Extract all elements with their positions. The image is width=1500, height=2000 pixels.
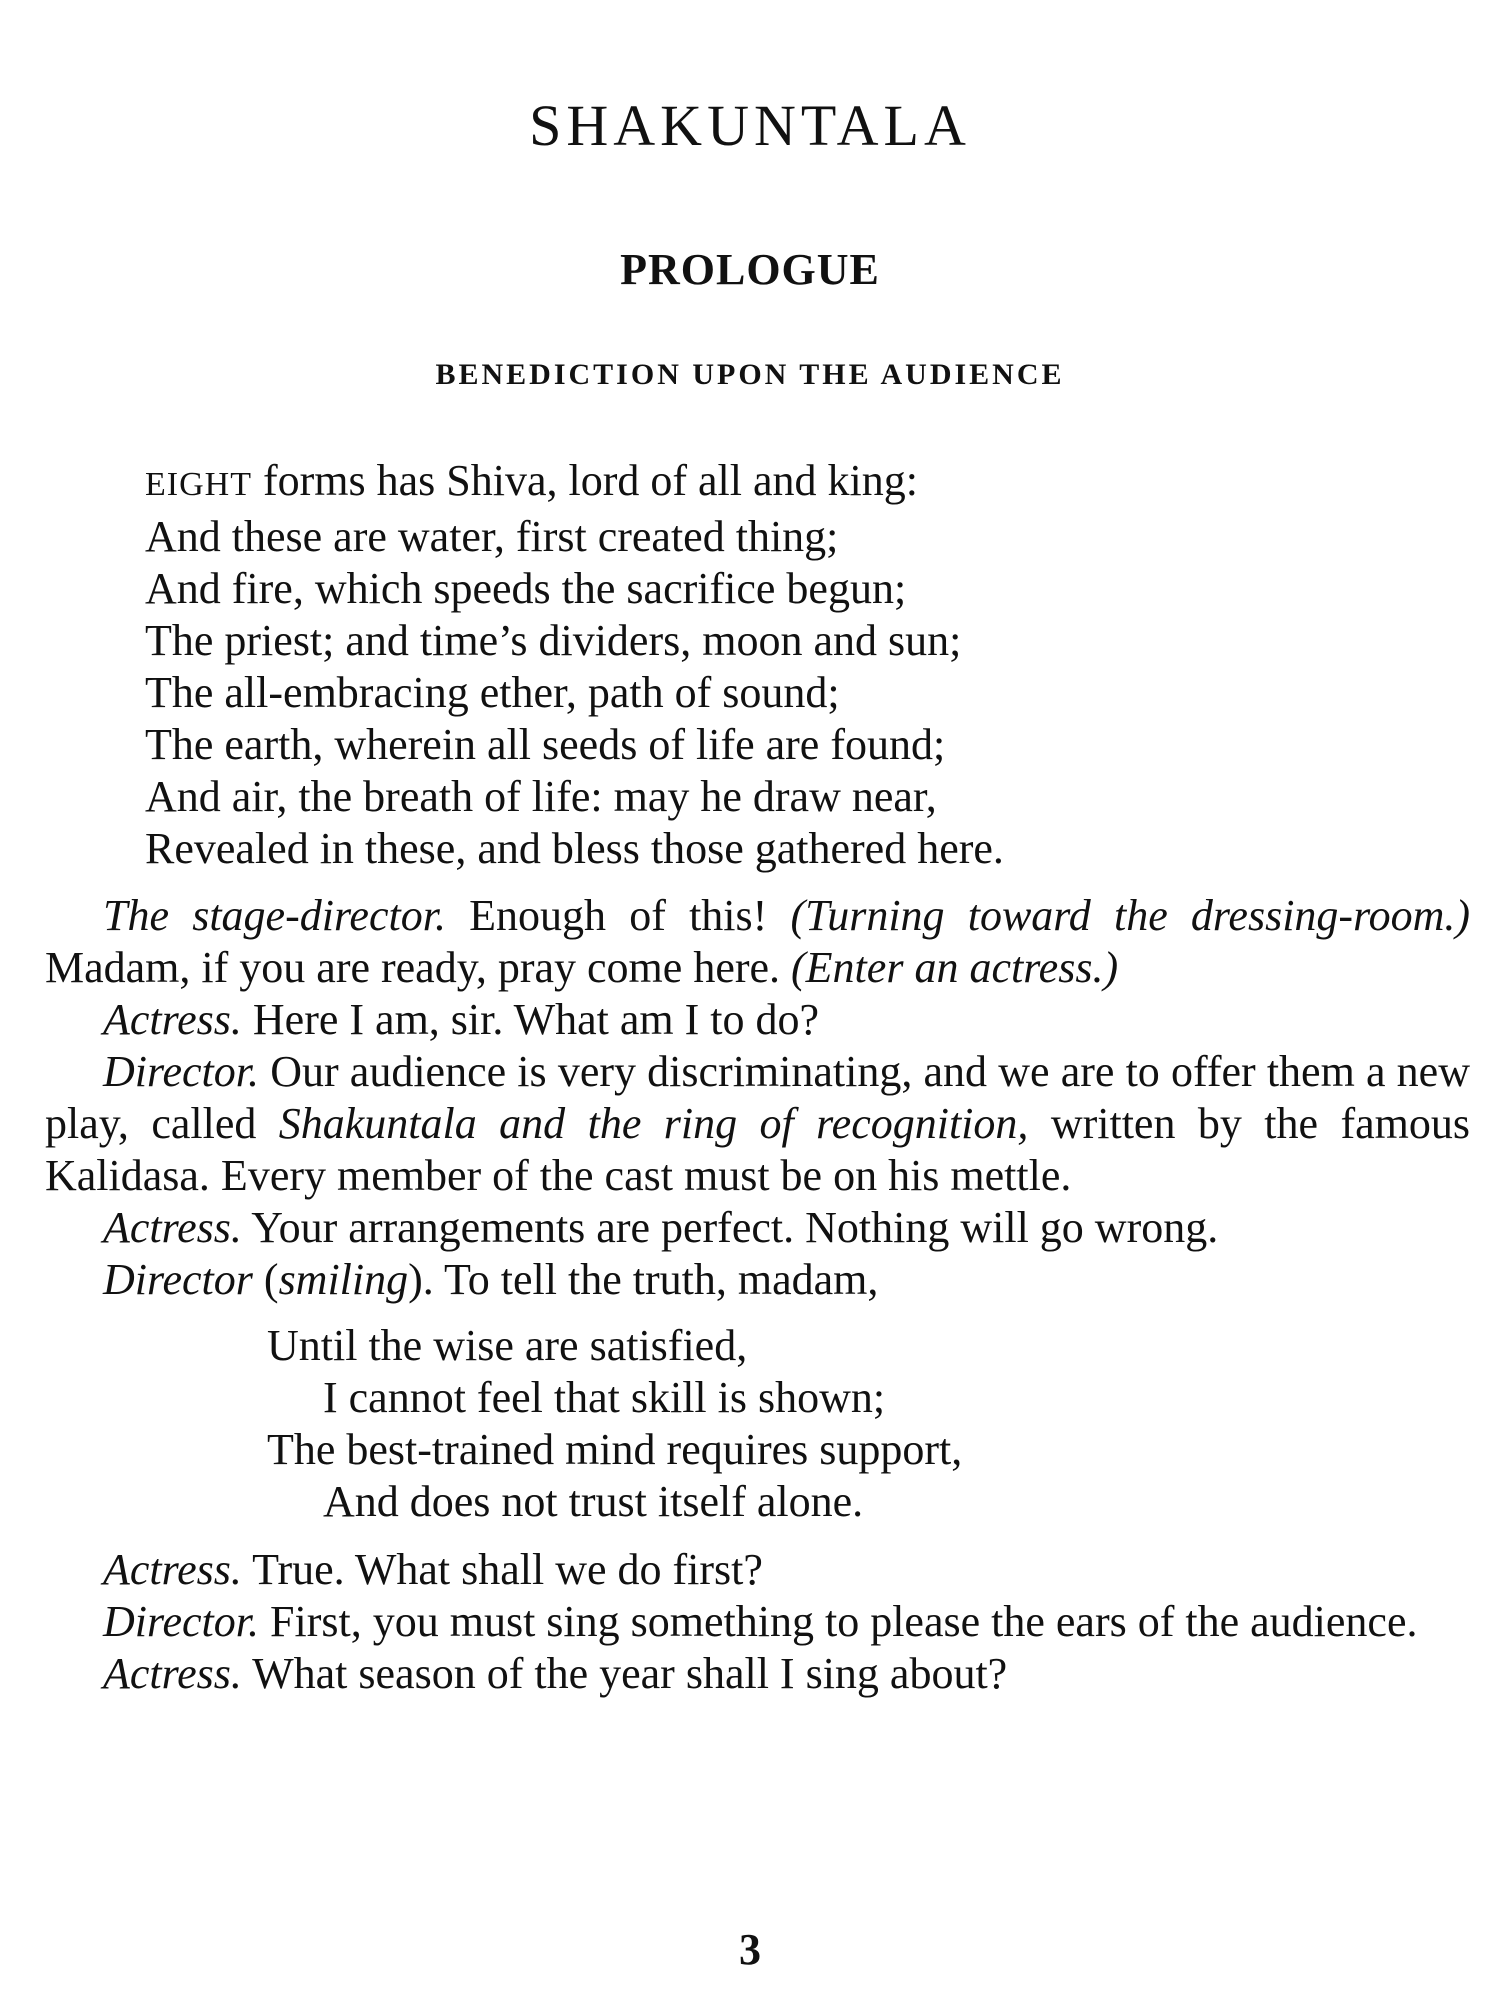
subheading: BENEDICTION UPON THE AUDIENCE [435, 358, 1065, 391]
speaker-name: Director. [103, 1047, 260, 1096]
dialogue [45, 890, 1470, 1700]
verse-line: The priest; and time’s dividers, moon and sun; [145, 616, 962, 665]
stage-direction: smiling [278, 1255, 409, 1304]
verse-line: The earth, wherein all seeds of life are found; [145, 720, 946, 769]
speaker-name: Actress. [103, 995, 242, 1044]
dialogue-paragraph: Actress. Here I am, sir. What am I to do? [103, 995, 820, 1044]
dialogue-paragraph: Actress. Your arrangements are perfect. Nothing will go wrong. [103, 1203, 1219, 1252]
dialogue-paragraph: Actress. What season of the year shall I sing about? [103, 1649, 1008, 1698]
section-heading: PROLOGUE [620, 245, 880, 294]
dialogue-paragraph: Director. First, you must sing something to please the ears of the audience. [103, 1597, 1418, 1646]
benediction-verse [145, 455, 1004, 875]
verse-line: Until the wise are satisfied, [267, 1321, 748, 1370]
speaker-name: Actress. [103, 1649, 242, 1698]
verse-line: EIGHT forms has Shiva, lord of all and king: [145, 456, 918, 505]
verse-line: And air, the breath of life: may he draw near, [145, 772, 937, 821]
speaker-name: The stage-director. [103, 891, 446, 940]
page-number: 3 [739, 1925, 761, 1974]
drop-word: EIGHT [145, 466, 252, 503]
dialogue-paragraph: Actress. True. What shall we do first? [103, 1545, 763, 1594]
verse-line: Revealed in these, and bless those gathered here. [145, 824, 1004, 873]
verse-line: And fire, which speeds the sacrifice begun; [145, 564, 907, 613]
dialogue-paragraph: Director (smiling). To tell the truth, madam, [103, 1255, 879, 1304]
dialogue-paragraph: The stage-director. Enough of this! (Turning toward the dressing-room.) Madam, if you are ready, pray come here. (Enter an actress.) [45, 891, 1470, 992]
speaker-name: Director. [103, 1597, 260, 1646]
speaker-name: Actress. [103, 1203, 242, 1252]
page-title: SHAKUNTALA [529, 93, 971, 158]
play-title: Shakuntala and the ring of recognition, [278, 1099, 1029, 1148]
verse-line: I cannot feel that skill is shown; [323, 1373, 886, 1422]
verse-line: And does not trust itself alone. [323, 1477, 864, 1526]
verse-line: The best-trained mind requires support, [267, 1425, 963, 1474]
speaker-name: Director [103, 1255, 253, 1304]
dialogue-paragraph: Director. Our audience is very discriminating, and we are to offer them a new play, called Shakuntala and the ring of recognition, written by the famous Kalidasa. Every member of the cast must be on his mettle. [45, 1047, 1470, 1200]
director-verse [267, 1320, 1470, 1528]
stage-direction: (Enter an actress.) [791, 943, 1119, 992]
verse-line: And these are water, first created thing; [145, 512, 839, 561]
speaker-name: Actress. [103, 1545, 242, 1594]
stage-direction: (Turning toward the dressing-room.) [790, 891, 1470, 940]
verse-line: The all-embracing ether, path of sound; [145, 668, 840, 717]
